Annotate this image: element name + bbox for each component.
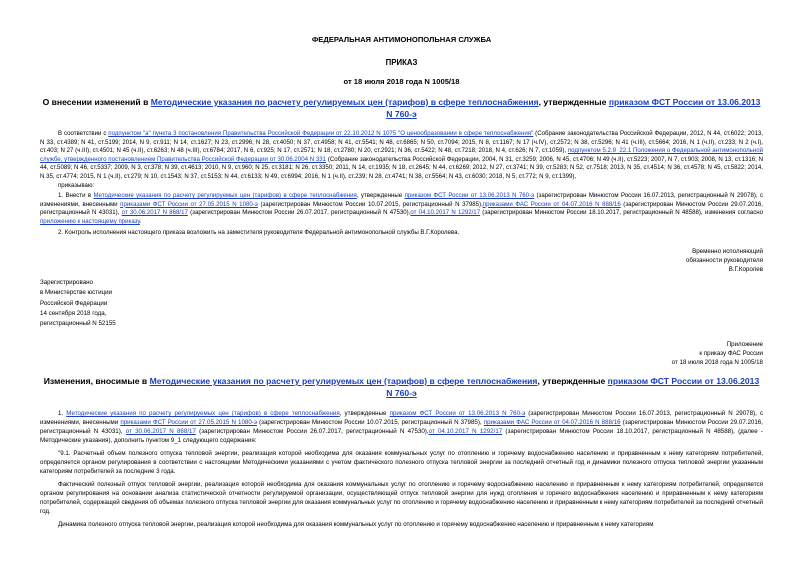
- text: (зарегистрирован Минюстом России 16.07.2013, регистрационный N 29078), с изменениями, внесенными: [40, 192, 763, 208]
- title-text: , утвержденные: [538, 97, 609, 107]
- order-item-2: 2. Контроль исполнения настоящего приказа возложить на заместителя руководителя Федеральной антимонопольной службы В.Г.Королева.: [58, 228, 460, 236]
- guidelines-link[interactable]: Методические указания по расчету регулируемых цен (тарифов) в сфере теплоснабжения: [149, 376, 538, 387]
- fst-order-link[interactable]: приказом ФСТ России от 13.06.2013 N 760-э: [389, 410, 526, 418]
- text: (Собрание законодательства Российской Федерации, 2004, N 31, ст.3259; 2006, N 45, ст.4706; N 49 (ч.II), ст.5223; 2007, N 7, ст.903; 2008, N 13, ст.1316; N 44, ст.5089; N 46, ст.5337; 2009, N 3, ст.378; N 39, ст.4613; 2010, N 9, ст.960; N 25, ст.3181; N 26, ст.3350; 2011, N 14, ст.1935; N 18, ст.2645; N 44, ст.6269; 2012, N 27, ст.3741; N 39, ст.5283; N 52, ст.7518; 2013, N 35, ст.4514; N 36, ст.4578; N 45, ст.5822; 2014, N 35, ст.4774; 2015, N 1 (ч.II), ст.279; N 10, ст.1543; N 37, ст.5153; N 44, ст.6133; N 49, ст.6994; 2016, N 1 (ч.II), ст.239; N 28, ст.4741; N 38, ст.5564; N 43, ст.6030; 2018, N 5, ст.772; N 9, ст.1399),: [40, 155, 763, 180]
- order-item-1: [40, 192, 763, 226]
- text: (зарегистрирован Минюстом России 16.07.2013, регистрационный N 29078), с изменениями, внесенными: [40, 410, 764, 427]
- government-decree-1075-link[interactable]: подпунктом "а" пункта 3 постановления Правительства Российской Федерации от 22.10.2012 N 1075 "О ценообразовании в сфере теплоснабжения": [108, 130, 534, 137]
- text: (зарегистрирован Минюстом России 26.07.2017, регистрационный N 47530),: [187, 209, 411, 217]
- signature-line: обязанности руководителя: [685, 257, 763, 265]
- fst-order-link[interactable]: приказом ФСТ России от 13.06.2013 N 760-э: [386, 376, 760, 399]
- text: , утвержденные: [356, 192, 405, 200]
- text: (зарегистрирован Минюстом России 29.07.2016, регистрационный N 43031),: [40, 200, 764, 217]
- text: 1.: [58, 410, 67, 418]
- fst-order-1080-link[interactable]: приказами ФСТ России от 27.05.2015 N 1080-э: [120, 419, 257, 427]
- title-text: Изменения, вносимые в: [43, 376, 150, 387]
- document-type: ПРИКАЗ: [385, 58, 418, 67]
- text: (зарегистрирован Минюстом России 18.10.2017, регистрационный N 48588), изменения согласно: [480, 209, 763, 217]
- signature-line: Временно исполняющий: [692, 248, 763, 256]
- registration-line: в Министерстве юстиции: [40, 289, 113, 297]
- fas-order-868-link[interactable]: от 30.06.2017 N 868/17: [121, 209, 188, 217]
- document-date-number: от 18 июля 2018 года N 1005/18: [343, 77, 460, 86]
- registration-line: Российской Федерации: [40, 299, 108, 307]
- appendix-link[interactable]: приложению к настоящему приказу: [40, 217, 140, 225]
- appendix-line: от 18 июля 2018 года N 1005/18: [671, 359, 763, 367]
- registration-block: [40, 278, 240, 329]
- text: (зарегистрирован Минюстом России 29.07.2016, регистрационный N 43031),: [40, 419, 763, 436]
- document-title: [40, 96, 763, 120]
- fst-order-link[interactable]: приказом ФСТ России от 13.06.2013 N 760-э: [404, 192, 535, 200]
- signature-block: [40, 247, 763, 274]
- guidelines-link[interactable]: Методические указания по расчету регулируемых цен (тарифов) в сфере теплоснабжения: [93, 192, 357, 200]
- change-paragraph: Фактический полезный отпуск тепловой энергии, реализация которой необходима для оказания коммунальных услуг по отоплению и горячему водоснабжению населению и приравненным к нему категориям потребителей, определяется органом регулирования на основании анализа статистической отчетности регулируемой организации, осуществляющей отпуск тепловой энергии для нужд отопления и горячего водоснабжения населению и приравненным к нему категориям потребителей, содержащей сведения об объемах полезного отпуска тепловой энергии для оказания коммунальных услуг по отоплению и горячему водоснабжению населению и приравненным к нему категориям потребителей за последний отчетный год.: [40, 481, 763, 516]
- text: (зарегистрирован Минюстом России 26.07.2017, регистрационный N 47530),: [195, 428, 429, 436]
- appendix-line: Приложение: [726, 340, 763, 348]
- text: В соответствии с: [58, 130, 109, 137]
- registration-date: 14 сентября 2018 года,: [40, 310, 107, 318]
- change-paragraph: Динамика полезного отпуска тепловой энергии, реализация которой необходима для оказания коммунальных услуг по отоплению и горячему водоснабжению населению и приравненным к нему категориям: [58, 521, 654, 529]
- fas-order-888-link[interactable]: приказами ФАС России от 04.07.2016 N 888/16: [483, 419, 621, 427]
- text: (зарегистрирован Минюстом России 10.07.2015, регистрационный N 37985),: [257, 200, 483, 208]
- title-text: , утвержденные: [537, 376, 608, 387]
- text: (зарегистрирован Минюстом России 10.07.2015, регистрационный N 37985),: [257, 419, 484, 427]
- changes-title: [40, 375, 763, 399]
- signature-name: В.Г.Королев: [728, 266, 763, 274]
- registration-line: Зарегистрировано: [40, 279, 93, 287]
- title-text: О внесении изменений в: [42, 97, 151, 107]
- appendix-block: [40, 340, 763, 368]
- fas-order-888-link[interactable]: приказами ФАС России от 04.07.2016 N 888/16: [482, 200, 621, 208]
- fas-order-1292-link[interactable]: от 04.10.2017 N 1292/17: [410, 209, 481, 217]
- appendix-line: к приказу ФАС России: [699, 349, 763, 357]
- change-item-1: [40, 409, 763, 445]
- fas-order-1292-link[interactable]: от 04.10.2017 N 1292/17: [428, 428, 503, 436]
- text: , утвержденные: [339, 410, 390, 418]
- fst-order-1080-link[interactable]: приказами ФСТ России от 27.05.2015 N 1080-э: [120, 200, 258, 208]
- agency-name: ФЕДЕРАЛЬНАЯ АНТИМОНОПОЛЬНАЯ СЛУЖБА: [311, 35, 492, 44]
- preamble-paragraph: [40, 130, 763, 182]
- text: (зарегистрирован Минюстом России 18.10.2017, регистрационный N 48588), (далее - Методические указания), дополнить пунктом 9_1 следующего содержания:: [40, 428, 763, 445]
- fas-regulation-link[interactable]: подпунктом 5.2.9_22.1 Положения о Федеральной антимонопольной службе, утвержденного постановлением Правительства Российской Федерации от 30.06.2004 N 331: [40, 147, 763, 163]
- fst-order-link[interactable]: приказом ФСТ России от 13.06.2013 N 760-э: [386, 97, 761, 119]
- fas-order-868-link[interactable]: от 30.06.2017 N 868/17: [125, 428, 196, 436]
- order-word: приказываю:: [58, 181, 95, 189]
- text: .: [139, 217, 142, 225]
- registration-number: регистрационный N 52155: [40, 320, 116, 328]
- guidelines-link[interactable]: Методические указания по расчету регулируемых цен (тарифов) в сфере теплоснабжения: [66, 410, 340, 418]
- text: 1. Внести в: [58, 192, 94, 200]
- text: (Собрание законодательства Российской Федерации, 2012, N 44, ст.6022; 2013, N 33, ст.4389; N 41, ст.5199; 2014, N 9, ст.911; N 14, ст.1627; N 23, ст.2996; N 28, ст.4050; N 37, ст.4958; N 41, ст.5541; N 48, ст.6865; N 50, ст.7094; 2015, N 8, ст.1167; N 17 (ч.IV), ст.2572; N 38, ст.5296; N 41 (ч.III), ст.5664; 2016, N 1 (ч.II), ст.233; N 2 (ч.I), ст.403; N 27 (ч.III), ст.4501; N 45 (ч.II), ст.6263; N 48 (ч.III), ст.6784; 2017, N 6, ст.925; N 17, ст.2571; N 18, ст.2780; N 20, ст.2921; N 36, ст.5422; N 48, ст.7218; 2018, N 4, ст.626; N 7, ст.1059),: [40, 130, 763, 155]
- guidelines-link[interactable]: Методические указания по расчету регулируемых цен (тарифов) в сфере теплоснабжения: [150, 97, 539, 107]
- change-paragraph-9-1: "9.1. Расчетный объем полезного отпуска тепловой энергии, реализация которой необходима для оказания коммунальных услуг по отоплению и горячему водоснабжению населению и приравненным к нему категориям потребителей, определяется органом регулирования в соответствии с настоящими Методическими указаниями с учетом фактического полезного отпуска тепловой энергии за последний отчетный год и динамики полезного отпуска тепловой энергии указанным категориям потребителей за последние 3 года.: [40, 450, 763, 476]
